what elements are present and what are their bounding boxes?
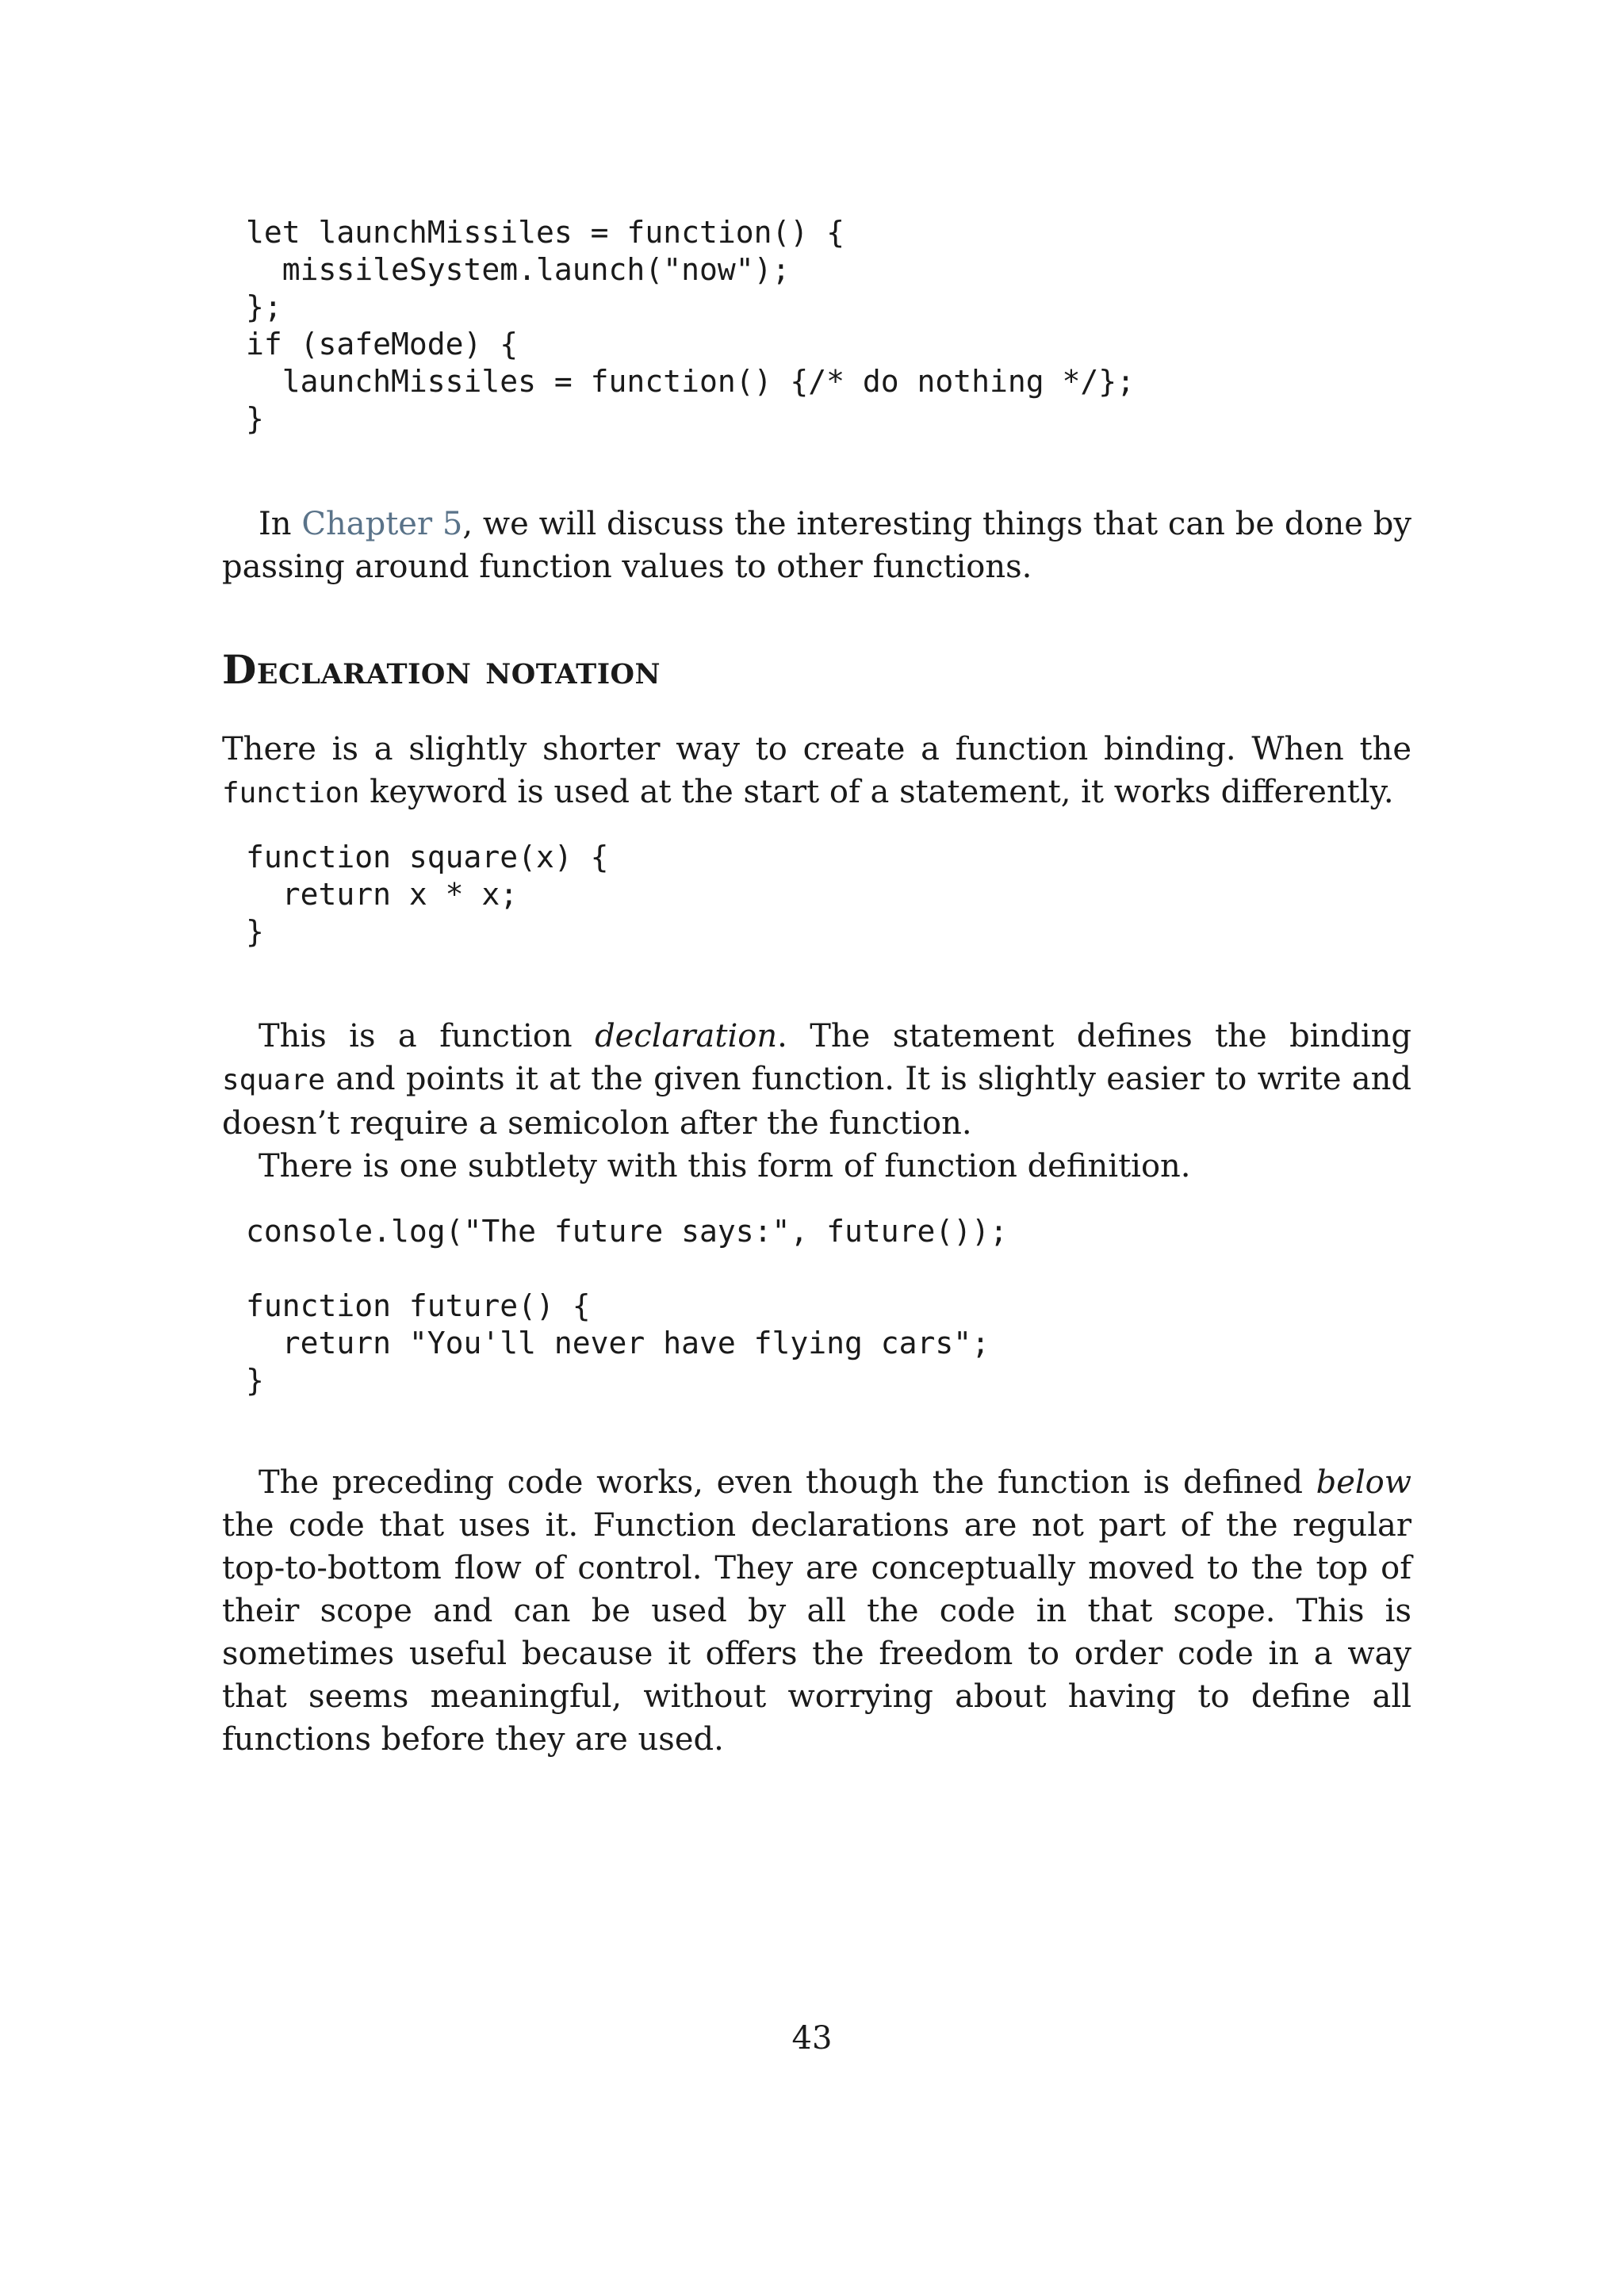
paragraph-text: [222, 503, 1411, 588]
paragraph-text-part: This is a function: [259, 1018, 596, 1054]
paragraph-text-part: . The statement defines the binding: [777, 1018, 1412, 1054]
paragraph-text-part: There is a slightly shorter way to create a function binding. When the: [222, 731, 1411, 767]
paragraph-text: [222, 1015, 1411, 1145]
paragraph-text-part: and points it at the given function. It is slightly easier to write and doesn’t require a semicolon after the function.: [222, 1061, 1411, 1142]
paragraph-text-part: The preceding code works, even though the function is defined: [259, 1464, 1316, 1501]
paragraph-hoisting: [222, 1461, 1411, 1761]
paragraph-subtlety: There is one subtlety with this form of function definition.: [259, 1148, 1191, 1184]
inline-code-function: function: [222, 777, 360, 809]
code-square: function square(x) { return x * x; }: [246, 840, 609, 949]
section-heading-block: [222, 646, 1411, 693]
emphasis-below: below: [1316, 1464, 1411, 1501]
page-number: 43: [791, 2020, 833, 2057]
paragraph-text: [222, 1461, 1411, 1761]
paragraph-chapter-reference: [222, 503, 1411, 588]
paragraph-text-prefix: In: [259, 506, 302, 542]
paragraph-text-part: the code that uses it. Function declarations are not part of the regular top-to-bottom flow of control. They are conceptually moved to the top of their scope and can be used by all the code in that scope. This is sometimes useful because it offers the freedom to order code in a way that seems meaningful, without worrying about having to define all functions before they are used.: [222, 1507, 1411, 1758]
paragraph-function-keyword: [222, 728, 1411, 815]
section-heading: Declaration notation: [222, 646, 661, 693]
emphasis-declaration: declaration: [595, 1018, 778, 1054]
code-future: console.log("The future says:", future()); function future() { return "You'll never have flying cars"; }: [246, 1214, 1008, 1398]
code-block-future: [222, 1213, 1411, 1399]
code-block-square: [222, 839, 1411, 951]
paragraph-text-suffix: , we will discuss the interesting things that can be done by passing around function values to other functions.: [222, 506, 1412, 585]
paragraph-declaration: [222, 1015, 1411, 1188]
paragraph-text-part: keyword is used at the start of a statement, it works differently.: [359, 774, 1394, 810]
inline-code-square: square: [222, 1064, 326, 1096]
code-launch-missiles: let launchMissiles = function() { missileSystem.launch("now"); }; if (safeMode) { launchMissiles = function() {/* do nothing */}; }: [246, 215, 1136, 436]
code-block-launch-missiles: [222, 214, 1411, 438]
chapter-5-link[interactable]: Chapter 5: [301, 506, 463, 542]
paragraph-text: [222, 728, 1411, 815]
